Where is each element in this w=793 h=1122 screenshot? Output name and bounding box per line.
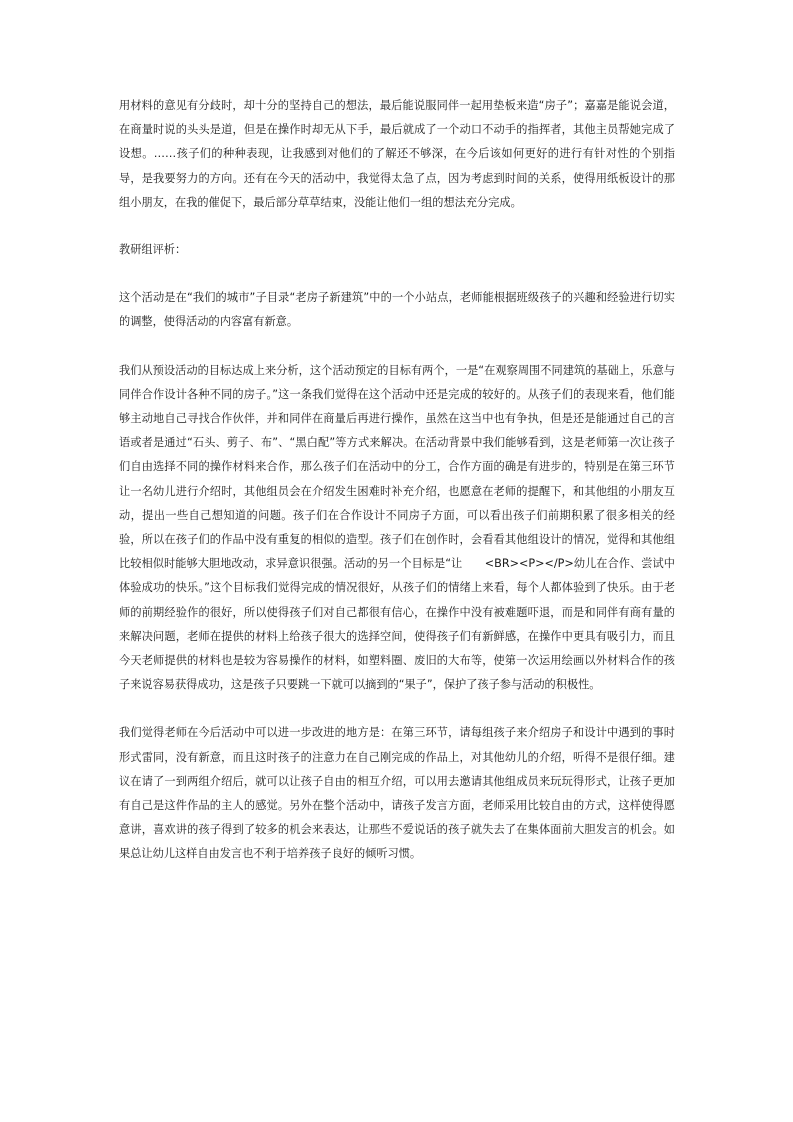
paragraph-improvements: 我们觉得老师在今后活动中可以进一步改进的地方是：在第三环节，请每组孩子来介绍房子和设计中遇到的事时形式雷同，没有新意，而且这时孩子的注意力在自己刚完成的作品上，对其他幼儿的介绍，听得不是很仔细。建议在请了一到两组介绍后，就可以让孩子自由的相互介绍，可以用去邀请其他组成员来玩玩得形式，让孩子更加有自己是这件作品的主人的感觉。另外在整个活动中，请孩子发言方面，老师采用比较自由的方式，这样使得愿意讲，喜欢讲的孩子得到了较多的机会来表达，让那些不爱说话的孩子就失去了在集体面前大胆发言的机会。如果总让幼儿这样自由发言也不利于培养孩子良好的倾听习惯。 bbox=[119, 726, 675, 861]
paragraph-review-intro: 这个活动是在“我们的城市”子目录“老房子新建筑”中的一个小站点，老师能根据班级孩子的兴趣和经验进行切实的调整，使得活动的内容富有新意。 bbox=[119, 291, 675, 329]
section-heading-review: 教研组评析： bbox=[119, 243, 187, 257]
document-page bbox=[119, 94, 675, 867]
paragraph-reflection-continued: 用材料的意见有分歧时，却十分的坚持自己的想法，最后能说服同伴一起用垫板来造“房子”；嘉嘉是能说会道，在商量时说的头头是道，但是在操作时却无从下手，最后就成了一个动口不动手的指挥者，其他主员帮她完成了设想。……孩子们的种种表现，让我感到对他们的了解还不够深，在今后该如何更好的进行有针对性的个别指导，是我要努力的方向。还有在今天的活动中，我觉得太急了点，因为考虑到时间的关系，使得用纸板设计的那组小朋友，在我的催促下，最后部分草草结束，没能让他们一组的想法充分完成。 bbox=[119, 99, 675, 209]
paragraph-goal-analysis: 我们从预设活动的目标达成上来分析，这个活动预定的目标有两个，一是“在观察周围不同建筑的基础上，乐意与同伴合作设计各种不同的房子。”这一条我们觉得在这个活动中还是完成的较好的。从孩子们的表现来看，他们能够主动地自己寻找合作伙伴，并和同伴在商量后再进行操作，虽然在这当中也有争执，但是还是能通过自己的言语或者是通过“石头、剪子、布”、“黑白配”等方式来解决。在活动背景中我们能够看到，这是老师第一次让孩子们自由选择不同的操作材料来合作，那么孩子们在活动中的分工，合作方面的确是有进步的，特别是在第三环节让一名幼儿进行介绍时，其他组员会在介绍发生困难时补充介绍，也愿意在老师的提醒下，和其他组的小朋友互动，提出一些自己想知道的问题。孩子们在合作设计不同房子方面，可以看出孩子们前期积累了很多相关的经验，所以在孩子们的作品中没有重复的相似的造型。孩子们在创作时，会看看其他组设计的情况，觉得和其他组比较相似时能够大胆地改动，求异意识很强。活动的另一个目标是“让 <BR><P></P>幼儿在合作、尝试中体验成功的快乐。”这个目标我们觉得完成的情况很好，从孩子们的情绪上来看，每个人都体验到了快乐。由于老师的前期经验作的很好，所以使得孩子们对自己都很有信心，在操作中没有被难题吓退，而是和同伴有商有量的来解决问题，老师在提供的材料上给孩子很大的选择空间，使得孩子们有新鲜感，在操作中更具有吸引力，而且今天老师提供的材料也是较为容易操作的材料，如塑料圈、废旧的大布等，使第一次运用绘画以外材料合作的孩子来说容易获得成功，这是孩子只要跳一下就可以摘到的“果子”，保护了孩子参与活动的积极性。 bbox=[119, 363, 675, 692]
